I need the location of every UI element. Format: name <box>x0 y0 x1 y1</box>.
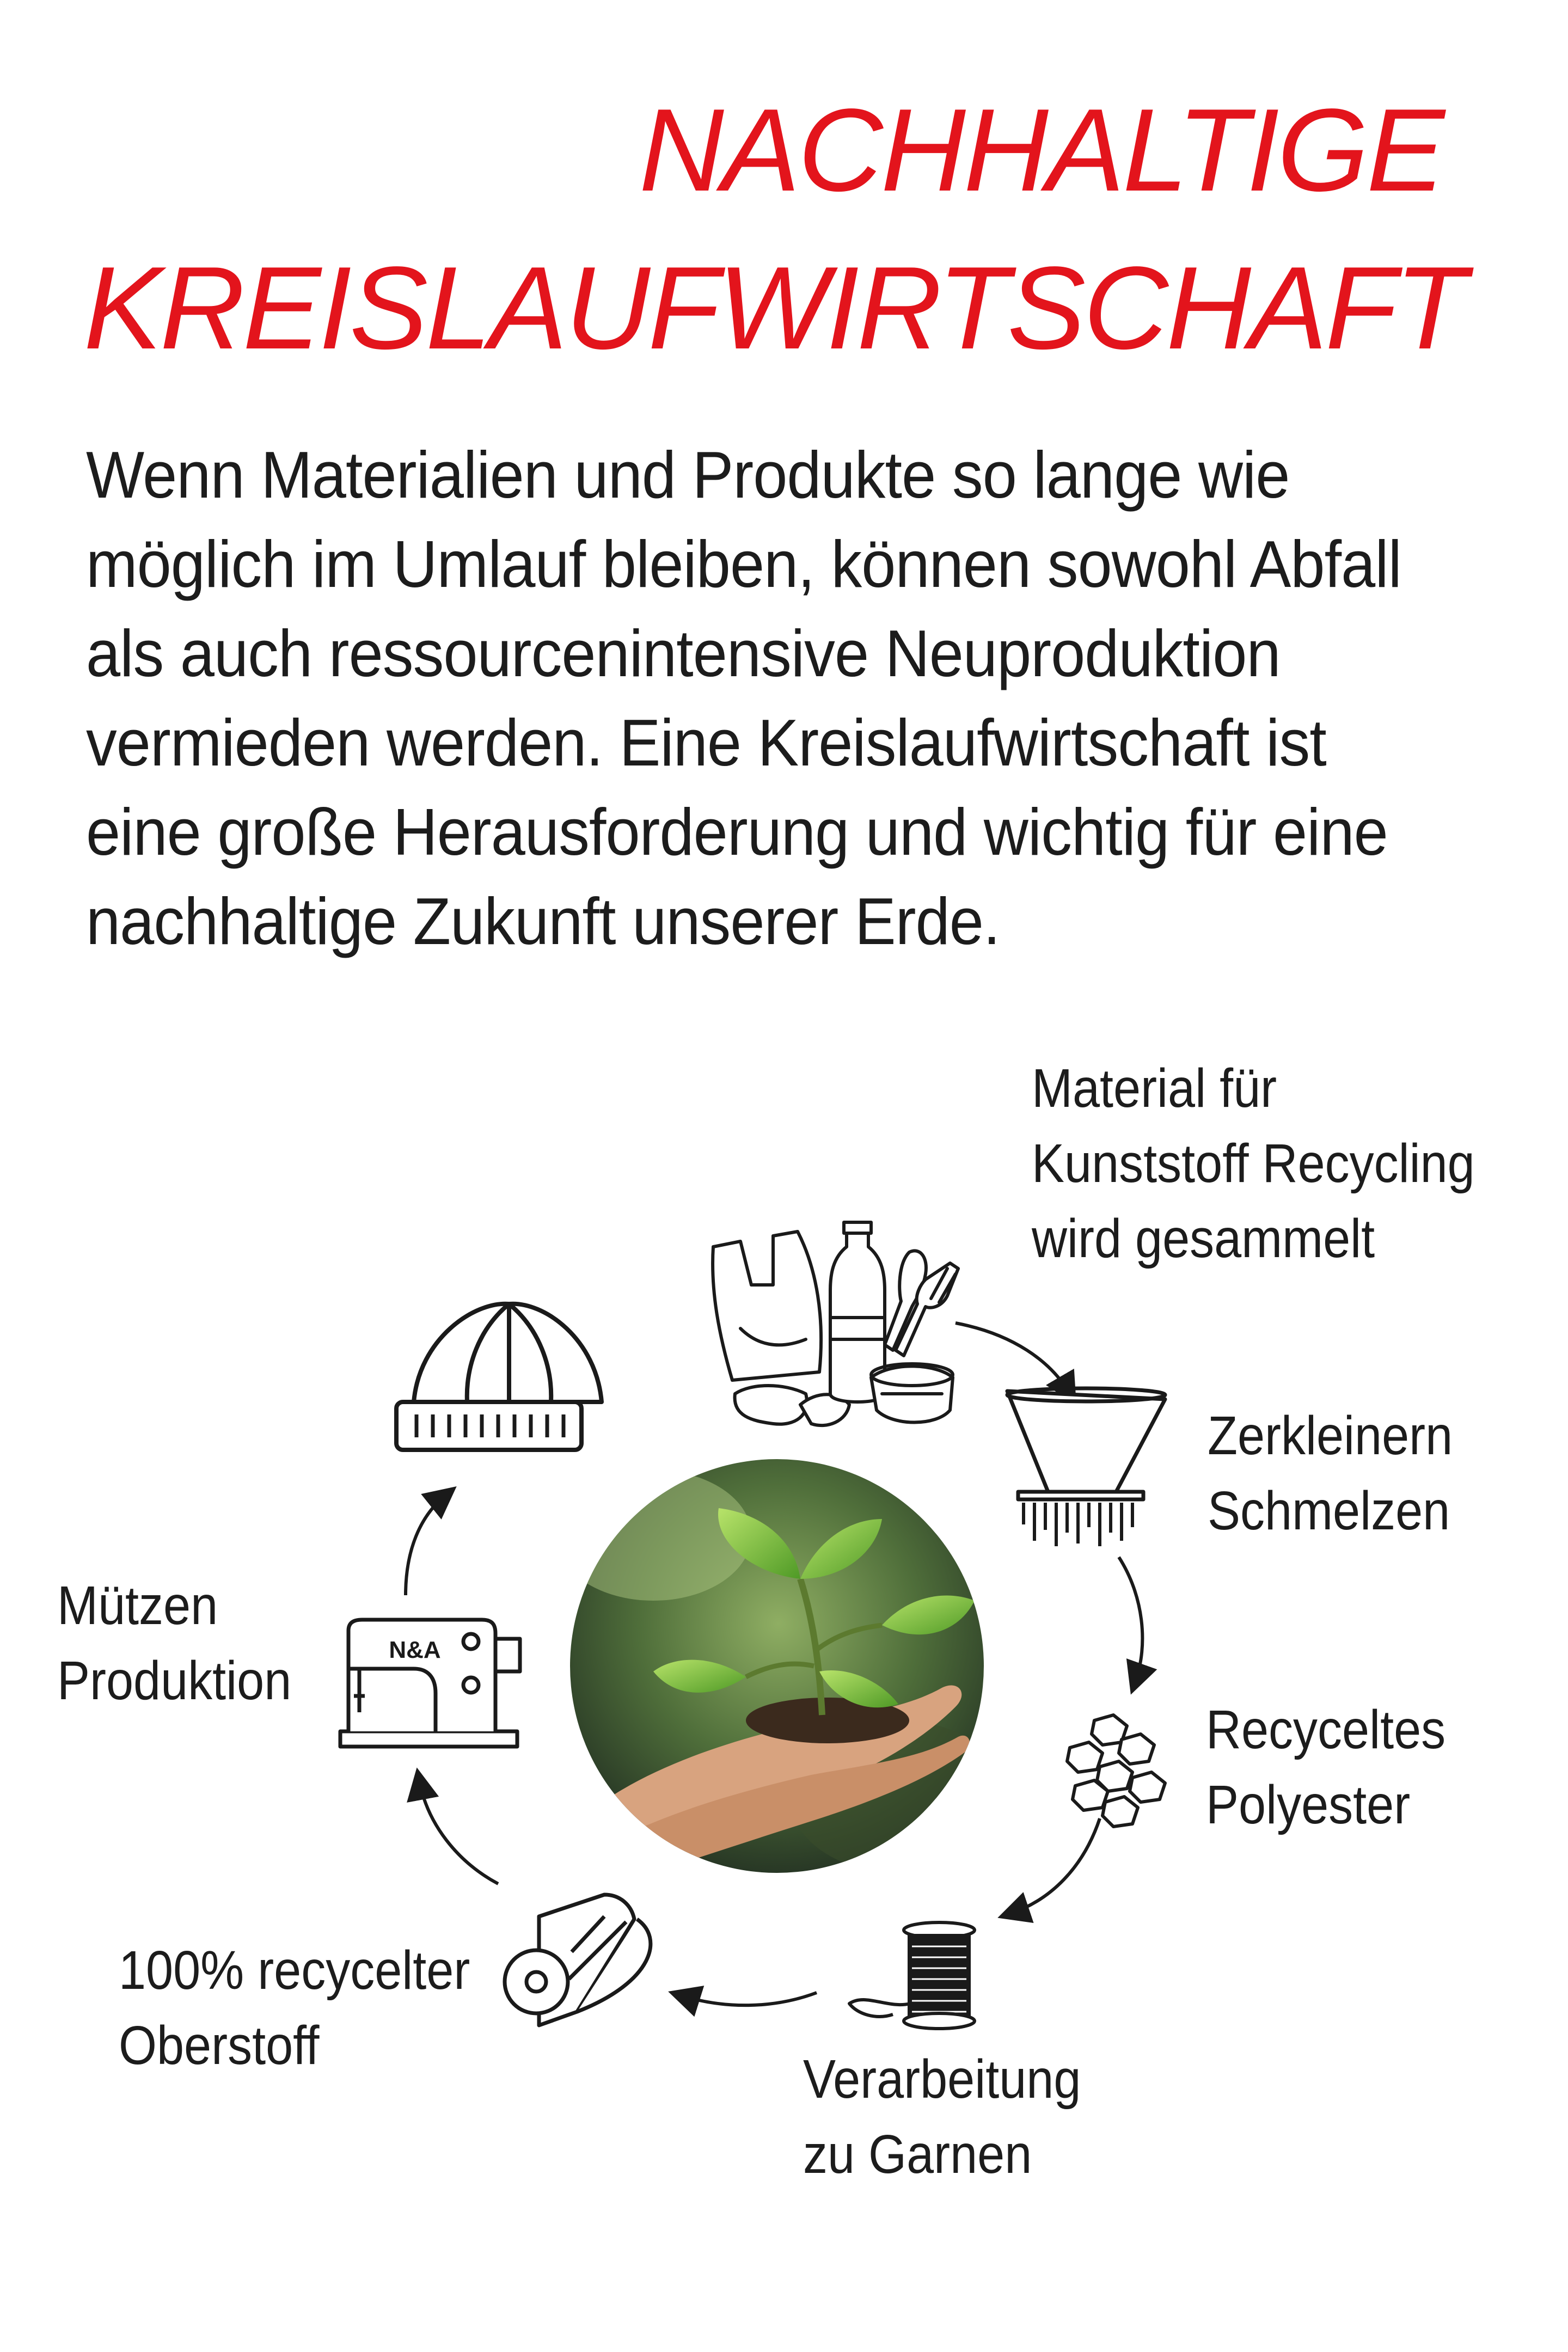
intro-paragraph: Wenn Materialien und Produkte so lange wie möglich im Umlauf bleiben, können sowohl Abfall als auch ressourcenintensive Neuproduktion vermieden werden. Eine Kreislaufwirtschaft ist eine große Herausforderung und wichtig für eine nachhaltige Zukunft unserer Erde. <box>86 438 1401 958</box>
arrow-fabric-to-production <box>419 1780 498 1884</box>
page-title <box>0 71 1568 387</box>
label-polyester: Recyceltes Polyester <box>1206 1699 1446 1835</box>
thread-spool-icon <box>849 1922 975 2029</box>
recycling-cycle-diagram <box>0 980 1568 2287</box>
title-line-2: KREISLAUFWIRTSCHAFT <box>83 242 1465 373</box>
fabric-roll-icon <box>505 1895 651 2025</box>
pellets-icon <box>1067 1715 1165 1827</box>
sewing-machine-brand: N&A <box>389 1637 441 1663</box>
arrow-collect-to-shred <box>955 1323 1070 1394</box>
beanie-icon <box>396 1304 602 1450</box>
shredder-funnel-icon <box>1007 1388 1165 1546</box>
title-line-1: NACHHALTIGE <box>639 84 1443 216</box>
arrow-yarn-to-fabric <box>681 1993 817 2005</box>
label-production: Mützen Produktion <box>57 1575 292 1711</box>
label-shred: Zerkleinern Schmelzen <box>1208 1405 1453 1541</box>
arrow-production-to-beanie <box>406 1494 446 1595</box>
label-yarn: Verarbeitung zu Garnen <box>803 2049 1081 2185</box>
label-fabric: 100% recycelter Oberstoff <box>119 1940 470 2076</box>
arrow-polyester-to-yarn <box>1010 1818 1100 1914</box>
center-image-seedling <box>555 1454 1007 1884</box>
sewing-machine-icon <box>340 1620 520 1747</box>
arrow-shred-to-polyester <box>1119 1557 1142 1682</box>
label-collect: Material für Kunststoff Recycling wird gesammelt <box>1032 1058 1475 1269</box>
plastic-waste-icon <box>713 1222 958 1425</box>
